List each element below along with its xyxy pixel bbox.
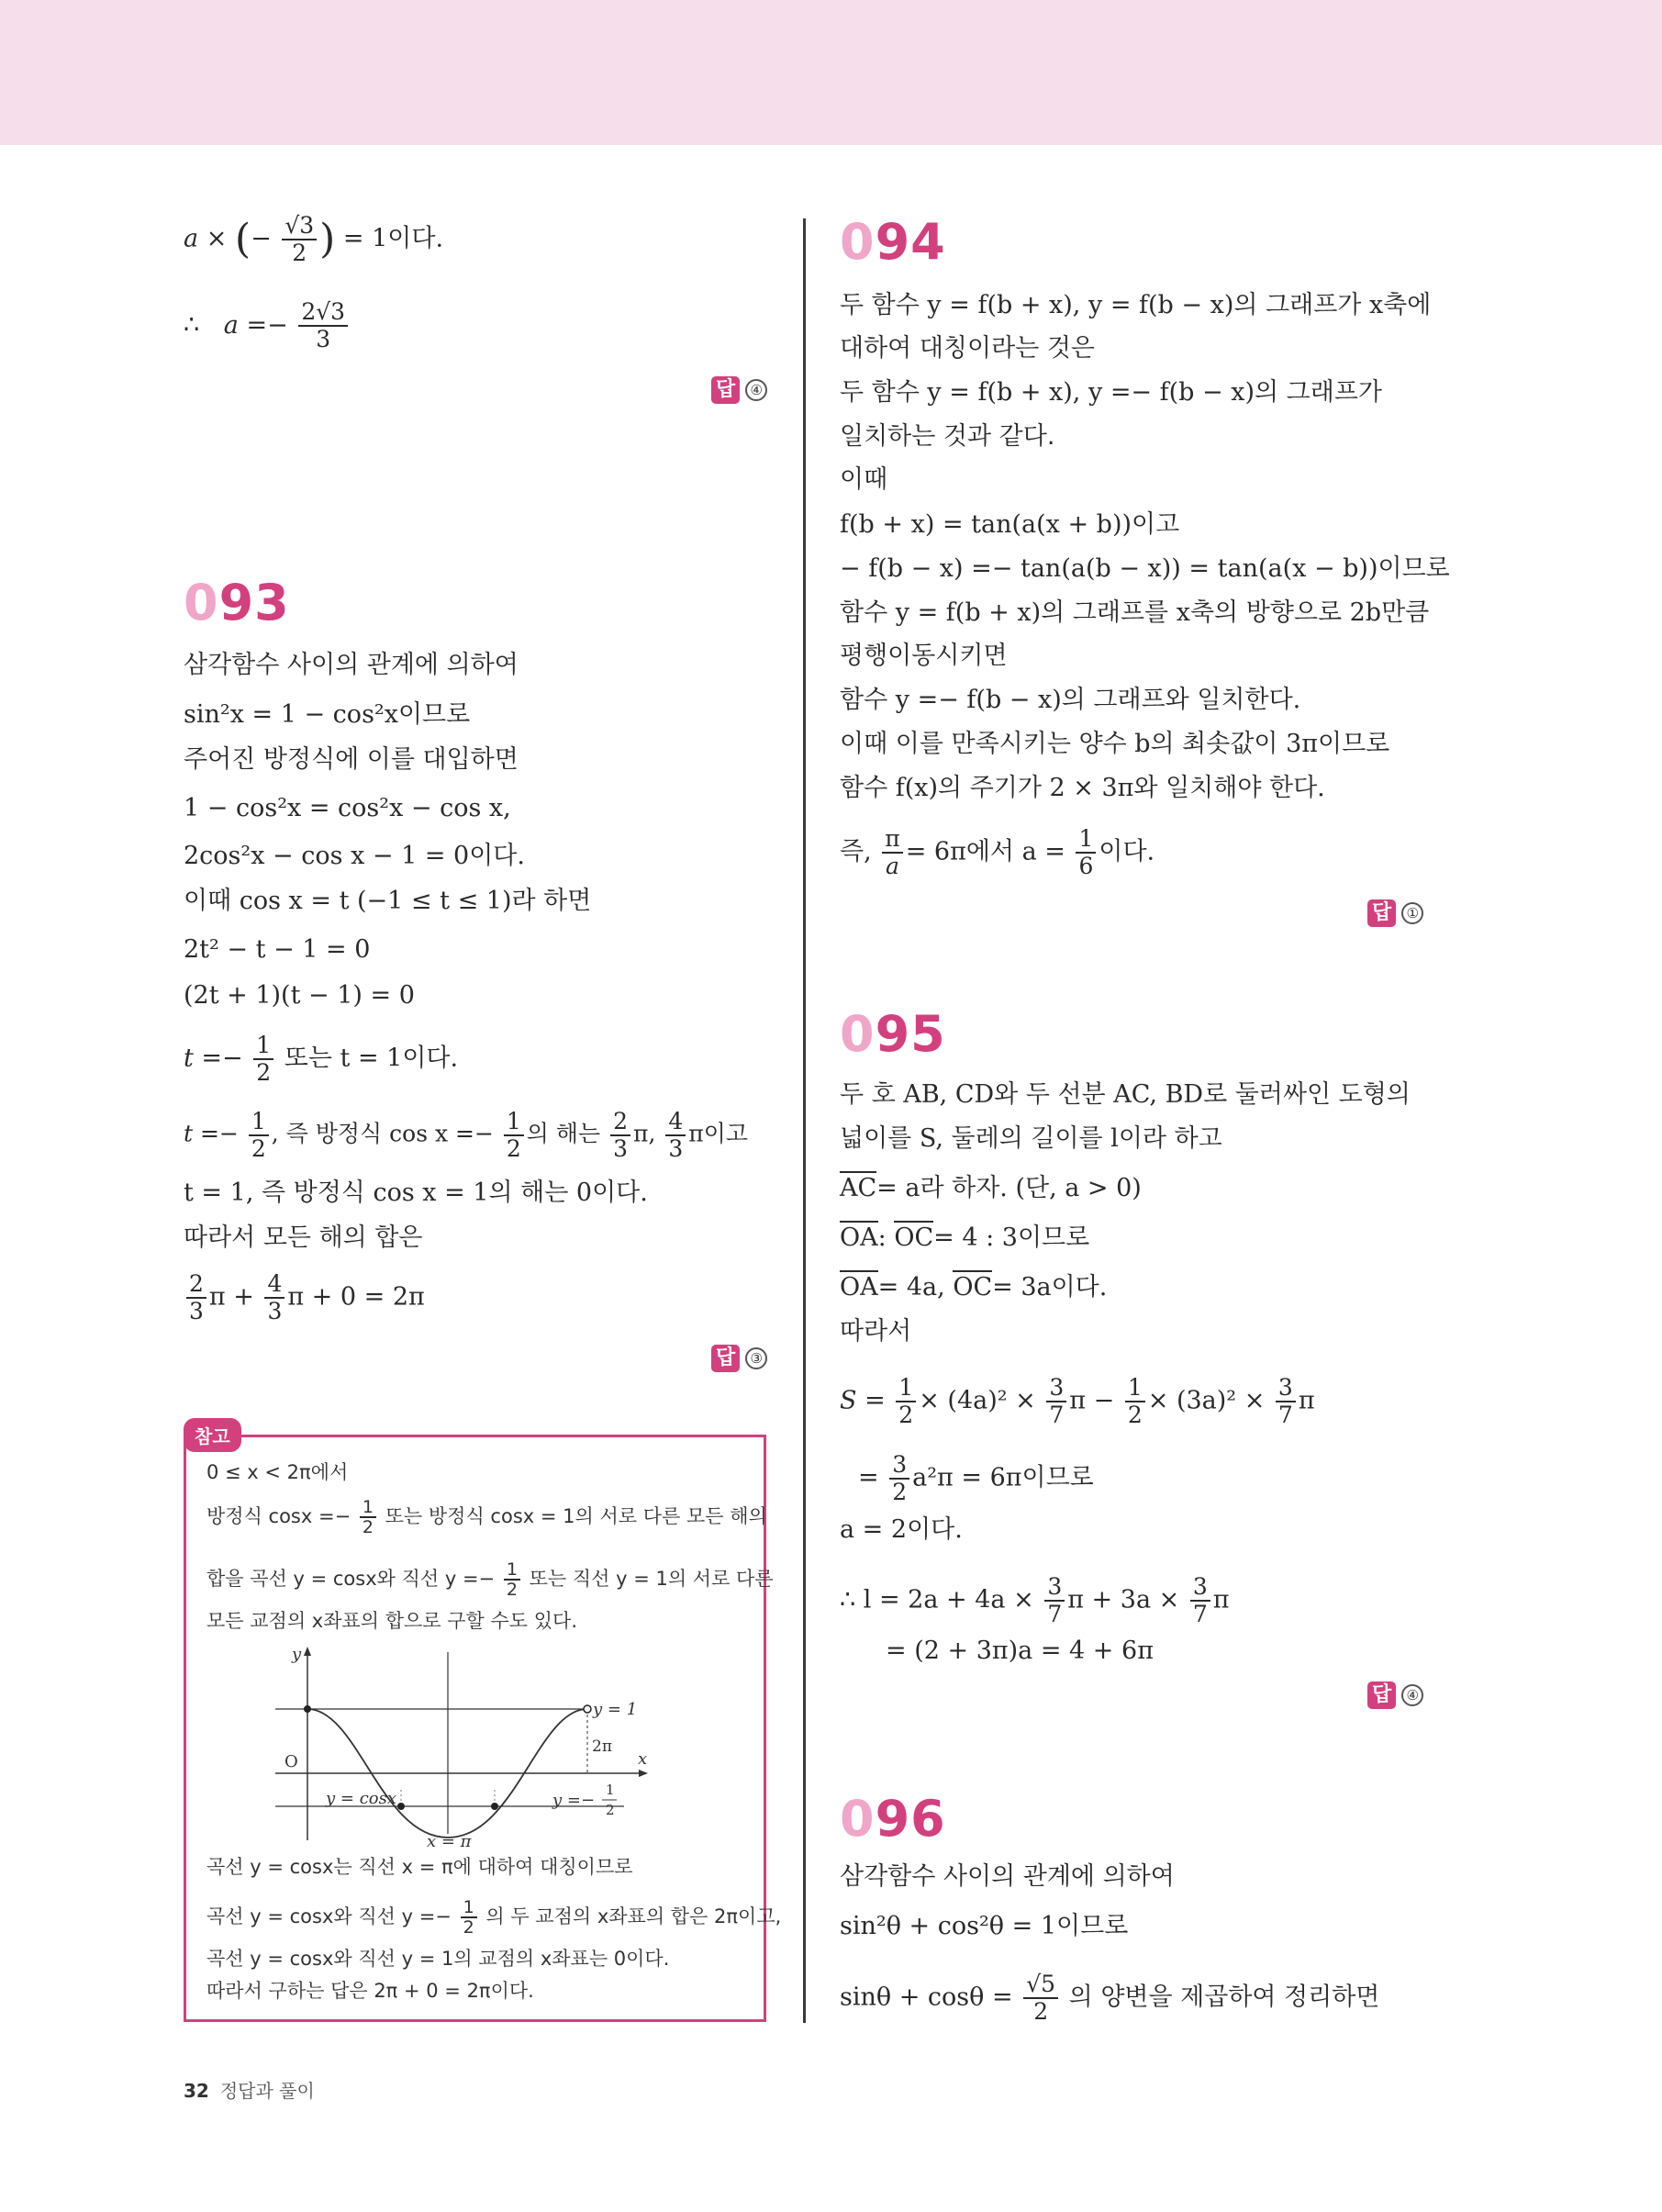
q094-line-3: 두 함수 y = f(b + x), y =− f(b − x)의 그래프가 xyxy=(840,378,1382,407)
fraction: $\frac{√5}{2}$ xyxy=(1023,1972,1058,2025)
open-point xyxy=(584,1705,591,1713)
q094-line-13: 즉, $\frac{\pi}{a}$ = 6π에서 a = $\frac{1}{6}$ 이다. xyxy=(840,825,1155,879)
q095-line-11: = (2 + 3π)a = 4 + 6π xyxy=(886,1637,1154,1665)
q095-line-3: AC= a라 하자. (단, a > 0) xyxy=(840,1173,1142,1204)
fraction: $\frac{1}{2}$ xyxy=(360,1498,376,1536)
q095-line-10: ∴ l = 2a + 4a × $\frac{3}{7}$ π + 3a × $\frac{3}{7}$ π xyxy=(840,1573,1230,1627)
continuation-line-1: a × (− $\frac{√3}{2}$ ) = 1이다. xyxy=(184,212,444,266)
q095-line-5: OA= 4a, OC= 3a이다. xyxy=(840,1272,1107,1303)
q093-line-12: 따라서 모든 해의 합은 xyxy=(184,1223,423,1252)
q095-line-6: 따라서 xyxy=(840,1317,912,1346)
answer-badge: 답 ③ xyxy=(711,1345,767,1372)
line-bottom-label: y =− xyxy=(552,1791,596,1810)
question-number-094: 094 xyxy=(840,213,946,271)
y-axis-label: y xyxy=(292,1645,302,1664)
intersection-point xyxy=(397,1803,405,1810)
q093-line-10: t =− $\frac{1}{2}$ , 즉 방정식 cos x =− $\frac{1}{2}$ 의 해는 $\frac{2}{3}$ π, $\frac{4}{3}$ π이고 xyxy=(184,1108,749,1162)
note-line-7: 곡선 y = cosx와 직선 y = 1의 교점의 x좌표는 0이다. xyxy=(206,1948,670,1970)
fraction: $\frac{3}{2}$ xyxy=(889,1452,909,1505)
q096-line-2: sin²θ + cos²θ = 1이므로 xyxy=(840,1912,1129,1940)
curve-label: y = cosx xyxy=(326,1789,397,1808)
q094-line-9: 평행이동시키면 xyxy=(840,642,1008,670)
q095-line-9: a = 2이다. xyxy=(840,1515,963,1544)
y-axis-arrow-icon xyxy=(304,1647,311,1656)
fraction: $\frac{1}{2}$ xyxy=(1125,1375,1145,1428)
q094-line-10: 함수 y =− f(b − x)의 그래프와 일치한다. xyxy=(840,686,1301,714)
q093-line-2: sin²x = 1 − cos²x이므로 xyxy=(184,700,471,729)
line-bottom-numerator: 1 xyxy=(606,1782,615,1798)
fraction: $\frac{1}{2}$ xyxy=(461,1898,477,1937)
fraction: $\frac{4}{3}$ xyxy=(264,1271,284,1324)
fraction: $\frac{1}{2}$ xyxy=(249,1109,269,1162)
fraction: $\frac{3}{7}$ xyxy=(1044,1574,1065,1627)
note-line-5: 곡선 y = cosx는 직선 x = π에 대하여 대칭이므로 xyxy=(206,1856,633,1878)
q093-line-1: 삼각함수 사이의 관계에 의하여 xyxy=(184,651,519,679)
header-band xyxy=(0,0,1662,145)
page-number: 32 xyxy=(184,2080,209,2102)
continuation-line-2: ∴ a =− $\frac{2√3}{3}$ xyxy=(184,299,351,352)
fraction: $\frac{4}{3}$ xyxy=(665,1109,686,1162)
q093-line-5: 2cos²x − cos x − 1 = 0이다. xyxy=(184,842,525,870)
column-divider xyxy=(803,218,806,2023)
answer-badge: 답 ① xyxy=(1367,899,1423,927)
fraction: $\frac{1}{2}$ xyxy=(253,1033,273,1086)
q093-line-6: 이때 cos x = t (−1 ≤ t ≤ 1)라 하면 xyxy=(184,887,592,915)
note-line-1: 0 ≤ x < 2π에서 xyxy=(206,1461,349,1483)
x-axis-arrow-icon xyxy=(639,1770,648,1777)
q093-line-3: 주어진 방정식에 이를 대입하면 xyxy=(184,745,519,774)
answer-badge: 답 ④ xyxy=(711,376,767,404)
fraction: $\frac{1}{2}$ xyxy=(504,1560,520,1599)
q095-line-2: 넓이를 S, 둘레의 길이를 l이라 하고 xyxy=(840,1124,1222,1153)
q095-line-8: = $\frac{3}{2}$ a²π = 6π이므로 xyxy=(858,1451,1094,1505)
line-top-label: y = 1 xyxy=(593,1700,638,1719)
note-line-4: 모든 교점의 x좌표의 합으로 구할 수도 있다. xyxy=(206,1610,578,1632)
page-footer xyxy=(184,2076,315,2103)
q094-line-8: 함수 y = f(b + x)의 그래프를 x축의 방향으로 2b만큼 xyxy=(840,598,1430,627)
note-line-2: 방정식 cosx =− $\frac{1}{2}$ 또는 방정식 cosx = 1의 서로 다른 모든 해의 xyxy=(206,1497,767,1537)
symmetry-label: x = π xyxy=(427,1832,472,1849)
question-number-095: 095 xyxy=(840,1005,946,1063)
q095-line-1: 두 호 AB, CD와 두 선분 AC, BD로 둘러싸인 도형의 xyxy=(840,1080,1411,1109)
q094-line-1: 두 함수 y = f(b + x), y = f(b − x)의 그래프가 x축에 xyxy=(840,291,1432,319)
q094-line-7: − f(b − x) =− tan(a(b − x)) = tan(a(x − b))이므로 xyxy=(840,554,1450,583)
fraction: $\frac{2}{3}$ xyxy=(186,1271,206,1324)
q096-line-3: sinθ + cosθ = $\frac{√5}{2}$ 의 양변을 제곱하여 정리하면 xyxy=(840,1971,1380,2025)
line-bottom-denominator: 2 xyxy=(606,1802,615,1818)
fraction: $\frac{2√3}{3}$ xyxy=(298,299,348,352)
fraction: $\frac{1}{6}$ xyxy=(1076,826,1096,879)
q093-line-13: $\frac{2}{3}$ π + $\frac{4}{3}$ π + 0 = 2π xyxy=(184,1271,425,1324)
q095-line-7: S = $\frac{1}{2}$ × (4a)² × $\frac{3}{7}$ π − $\frac{1}{2}$ × (3a)² × $\frac{3}{7}$ π xyxy=(840,1374,1315,1428)
q093-line-8: (2t + 1)(t − 1) = 0 xyxy=(184,981,415,1010)
q094-line-4: 일치하는 것과 같다. xyxy=(840,422,1055,451)
fraction: $\frac{3}{7}$ xyxy=(1190,1574,1210,1627)
intersection-point xyxy=(491,1803,498,1810)
q094-line-12: 함수 f(x)의 주기가 2 × 3π와 일치해야 한다. xyxy=(840,774,1325,802)
answer-badge: 답 ④ xyxy=(1367,1681,1423,1709)
note-line-3: 합을 곡선 y = cosx와 직선 y =− $\frac{1}{2}$ 또는 직선 y = 1의 서로 다른 xyxy=(206,1559,774,1600)
q096-line-1: 삼각함수 사이의 관계에 의하여 xyxy=(840,1862,1175,1891)
cosine-graph xyxy=(266,1643,670,1849)
q093-line-4: 1 − cos²x = cos²x − cos x, xyxy=(184,794,511,822)
q093-line-7: 2t² − t − 1 = 0 xyxy=(184,935,371,964)
q094-line-6: f(b + x) = tan(a(x + b))이고 xyxy=(840,510,1180,539)
q094-line-5: 이때 xyxy=(840,465,888,494)
note-line-8: 따라서 구하는 답은 2π + 0 = 2π이다. xyxy=(206,1980,534,2002)
q094-line-11: 이때 이를 만족시키는 양수 b의 최솟값이 3π이므로 xyxy=(840,730,1390,758)
intersection-point xyxy=(304,1705,311,1713)
fraction: $\frac{1}{2}$ xyxy=(896,1375,916,1428)
section-title: 정답과 풀이 xyxy=(219,2080,315,2102)
note-tag: 참고 xyxy=(184,1418,241,1452)
q095-line-4: OA: OC= 4 : 3이므로 xyxy=(840,1223,1089,1254)
fraction: $\frac{1}{2}$ xyxy=(504,1109,524,1162)
question-number-096: 096 xyxy=(840,1790,946,1848)
q094-line-2: 대하여 대칭이라는 것은 xyxy=(840,334,1095,363)
two-pi-label: 2π xyxy=(592,1737,612,1756)
fraction: $\frac{2}{3}$ xyxy=(610,1109,630,1162)
q093-line-9: t =− $\frac{1}{2}$ 또는 t = 1이다. xyxy=(184,1032,459,1086)
fraction: $\frac{√3}{2}$ xyxy=(282,213,317,266)
origin-label: O xyxy=(284,1752,298,1771)
fraction: $\frac{\pi}{a}$ xyxy=(882,826,902,879)
note-line-6: 곡선 y = cosx와 직선 y =− $\frac{1}{2}$ 의 두 교점의 x좌표의 합은 2π이고, xyxy=(206,1897,782,1938)
q093-line-11: t = 1, 즉 방정식 cos x = 1의 해는 0이다. xyxy=(184,1179,648,1207)
fraction: $\frac{3}{7}$ xyxy=(1276,1375,1296,1428)
question-number-093: 093 xyxy=(184,574,290,631)
x-axis-label: x xyxy=(638,1749,648,1769)
fraction: $\frac{3}{7}$ xyxy=(1046,1375,1066,1428)
